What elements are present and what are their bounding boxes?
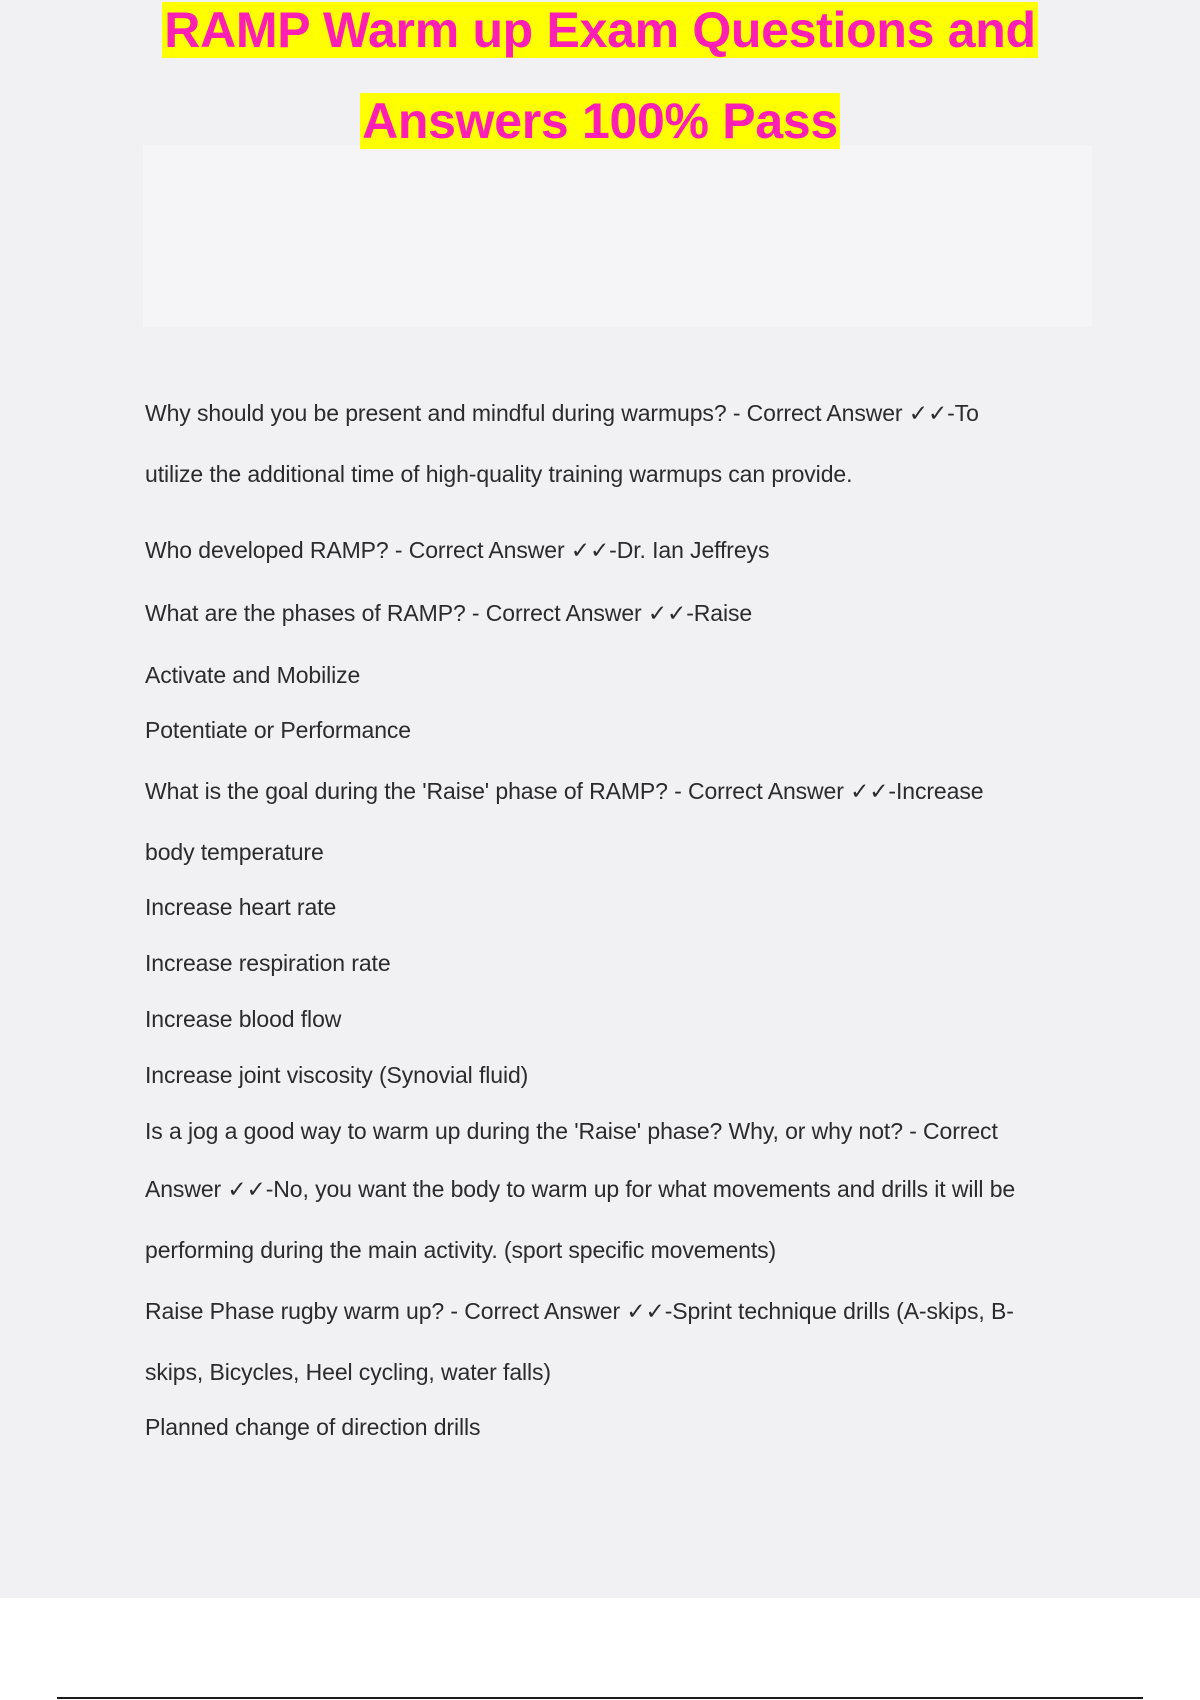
title-text-2: Answers 100% Pass [362,93,838,149]
answer-line: Increase blood flow [145,1006,342,1032]
question-4-line-2: body temperature [145,839,324,865]
page-title-line-2 [0,90,1200,152]
question-2: Who developed RAMP? - Correct Answer ✓✓-Dr. Ian Jeffreys [145,537,770,563]
answer-line: Potentiate or Performance [145,717,411,743]
question-1-line-2: utilize the additional time of high-quality training warmups can provide. [145,461,853,487]
answer-line: Activate and Mobilize [145,662,361,688]
question-5-line-2: Answer ✓✓-No, you want the body to warm up for what movements and drills it will be [145,1176,1016,1202]
answer-line: Increase joint viscosity (Synovial fluid) [145,1062,529,1088]
answer-line: Increase respiration rate [145,950,391,976]
title-text-1: RAMP Warm up Exam Questions and [164,2,1036,58]
question-6-line-1: Raise Phase rugby warm up? - Correct Answer ✓✓-Sprint technique drills (A-skips, B- [145,1298,1014,1324]
page-title-line-1 [0,0,1200,61]
question-6-line-2: skips, Bicycles, Heel cycling, water falls) [145,1359,551,1385]
answer-line: Increase heart rate [145,894,337,920]
title-block [143,145,1092,327]
question-3: What are the phases of RAMP? - Correct Answer ✓✓-Raise [145,600,753,626]
footer-divider [57,1697,1143,1699]
answer-line: Planned change of direction drills [145,1414,481,1440]
question-5-line-3: performing during the main activity. (sport specific movements) [145,1237,777,1263]
question-4-line-1: What is the goal during the 'Raise' phase of RAMP? - Correct Answer ✓✓-Increase [145,778,984,804]
question-5-line-1: Is a jog a good way to warm up during the 'Raise' phase? Why, or why not? - Correct [145,1118,998,1144]
question-1-line-1: Why should you be present and mindful during warmups? - Correct Answer ✓✓-To [145,400,979,426]
